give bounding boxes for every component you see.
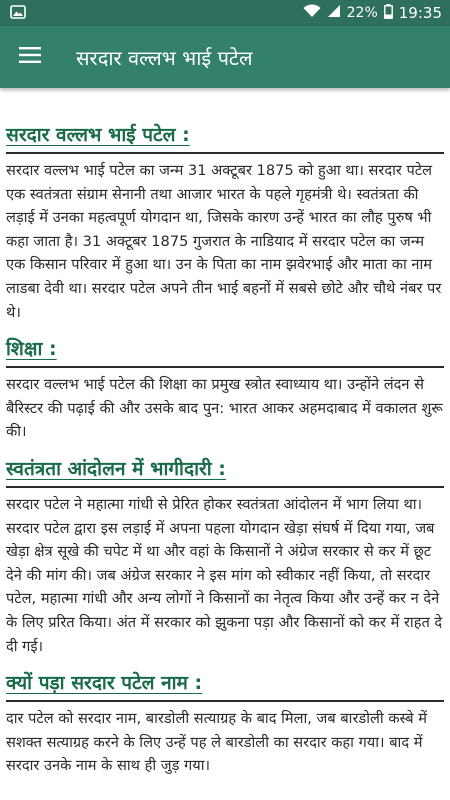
divider <box>6 486 444 488</box>
section-heading: सरदार वल्लभ भाई पटेल : <box>6 124 190 146</box>
article-content[interactable] <box>0 88 450 800</box>
section-text: दार पटेल को सरदार नाम, बारडोली सत्याग्रह के बाद मिला, जब बारडोली कस्बे में सशक्त सत्याग्रह करने के लिए उन्हें पह ले बारडोली का सरदार कहा गया। बाद में सरदार उनके नाम के साथ ही जुड़ गया। <box>6 710 427 775</box>
section-text: सरदार पटेल ने महात्मा गांधी से प्रेरित होकर स्वतंत्रता आंदोलन में भाग लिया था। सरदार पटेल द्वारा इस लड़ाई में अपना पहला योगदान खेड़ा संघर्ष में दिया गया, जब खेड़ा क्षेत्र सूखे की चपेट में था और वहां के किसानों ने अंग्रेज सरकार से कर में छूट देने की मांग की। जब अंग्रेज सरकार ने इस मांग को स्वीकार नहीं किया, तो सरदार पटेल, महात्मा गांधी और अन्य लोगों ने किसानों का नेतृत्व किया और उन्हें कर न देने के लिए प्ररित किया। अंत में सरकार को झुकना पड़ा और किसानों को कर में राहत दे दी गई। <box>6 495 443 655</box>
menu-button[interactable] <box>0 26 60 88</box>
image-notification-icon <box>10 4 26 23</box>
battery-icon <box>384 4 393 23</box>
notification-area <box>10 4 26 23</box>
hamburger-menu-icon <box>19 47 41 67</box>
section-birth <box>6 88 444 324</box>
section-education <box>6 335 444 444</box>
status-bar <box>0 0 450 26</box>
section-text: सरदार वल्लभ भाई पटेल का जन्म 31 अक्टूबर 1875 को हुआ था। सरदार पटेल एक स्वतंत्रता संग्राम सेनानी तथा आजार भारत के पहले गृहमंत्री थे। स्वतंत्रता की लड़ाई में उनका महत्वपूर्ण योगदान था, जिसके कारण उन्हें भारत का लौह पुरुष भी कहा जाता है। 31 अक्टूबर 1875 गुजरात के नाडियाद में सरदार पटेल का जन्म एक किसान परिवार में हुआ था। उन के पिता का नाम झवेरभाई और माता का नाम लाडबा देवी था। सरदार पटेल अपने तीन भाई बहनों में सबसे छोटे और चौथे नंबर पर थे। <box>6 162 442 321</box>
app-bar <box>0 26 450 88</box>
section-heading: स्वतंत्रता आंदोलन में भागीदारी : <box>6 457 226 480</box>
clock: 19:35 <box>398 4 442 22</box>
section-sardar-name <box>6 669 444 778</box>
divider <box>6 152 444 154</box>
section-freedom-movement <box>6 455 444 658</box>
section-heading: शिक्षा : <box>6 338 57 361</box>
app-title: सरदार वल्लभ भाई पटेल <box>76 45 253 70</box>
section-heading: क्यों पड़ा सरदार पटेल नाम : <box>6 672 203 695</box>
wifi-icon <box>303 4 321 22</box>
divider <box>6 700 444 702</box>
battery-percent: 22% <box>346 5 378 21</box>
signal-icon <box>327 4 341 22</box>
section-text: सरदार वल्लभ भाई पटेल की शिक्षा का प्रमुख स्त्रोत स्वाध्याय था। उन्होंने लंदन से बैरिस्टर की पढ़ाई की और उसके बाद पुन: भारत आकर अहमदाबाद में वकालत शुरू की। <box>6 376 443 441</box>
divider <box>6 366 444 368</box>
